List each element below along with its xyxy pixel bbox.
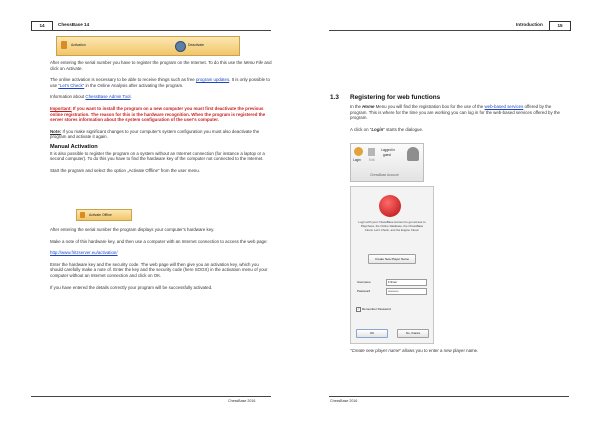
remember-password-checkbox[interactable]: ✓ [357,307,360,311]
avatar-icon [407,147,419,161]
activate-text: Activate [65,65,82,71]
manual-para-1: It is also possible to register the program on a system without an Internet connection (for instance a laptop or a second computer). To do this you have to find the hardware key of the computer not connected to the Internet. [50,150,265,162]
guest-label: guest [383,153,391,157]
header-rule-right [329,30,569,31]
login-dialog [350,186,434,344]
important-text: If you want to install the program on a new computer you must first deactivate the previous online registration. The reason for this is the hardware recognition. When the program is registered the server stores information about the system configuration of the user's computer. [50,105,266,123]
login-text: Login [371,126,384,132]
home-menu-text: Home [362,104,375,109]
text: In the [350,104,363,109]
para-important [50,106,272,123]
right-body [350,104,570,132]
important-label: Important: [50,105,72,111]
text: " [350,348,352,353]
activate-offline-panel [76,209,132,221]
section-number: 1.3 [330,94,339,101]
username-label: Username [357,280,371,284]
activation-icon [61,41,67,49]
text: . It is only possible to use [50,77,270,88]
password-input[interactable]: •••••••••• [386,288,427,295]
chessbase-logo-icon [379,195,401,217]
dialog-text: Login with your ChessBase Account to get access to Playchess, the Online Database, the ChessBase Cloud, Let's Check, and the Engine Cloud. [358,220,426,232]
lets-check-link[interactable]: "Let's Check" [58,82,85,88]
text: Information about [50,94,86,100]
chessbase-account-panel [350,143,424,182]
footer-rule-right [329,396,569,397]
edit-icon [368,148,375,156]
left-body-2 [50,227,272,290]
key-icon [354,147,363,156]
footer-right: ChessBase 2016 [330,399,358,403]
dialog-caption [350,348,570,354]
text: . [130,94,132,100]
create-new-player-button[interactable]: Create New Player Name [368,254,416,264]
para-online-activation [50,77,272,88]
section-title: Registering for web functions [350,94,441,101]
account-caption: ChessBase Account [370,173,399,177]
text: in the Online Analysis after activating the program. [84,82,184,88]
edit-button[interactable]: Edit [369,158,375,162]
text: and click on [50,60,272,71]
note-text: If you make significant changes to your computer's system configuration you must also deactivate the program and activate it again. [50,128,260,140]
manual-para-5: Enter the hardware key and the security code. The web page will then give you an activation key, which you should carefully make a note of. Enter the key and the security code (here SOGX) in the activation menu of your computer without an Internet connection and click on OK. [50,261,268,278]
text: " allows you to enter a new player name. [399,348,479,353]
text: After entering the serial number you have to register the program on the Internet. To do this use the [50,60,244,65]
no-thanks-button[interactable]: No, thanks [397,329,429,338]
header-rule-left [31,30,271,31]
page-number-left: 14 [31,21,53,31]
program-updates-link[interactable]: program updates [195,77,230,83]
ok-button[interactable]: OK [356,329,388,338]
page-number-right: 15 [549,21,571,31]
manual-para-6: If you have entered the details correctly your program will be successfully activated. [50,284,213,290]
login-button[interactable]: Login [353,158,361,162]
manual-activation-heading: Manual Activation [50,143,98,150]
para-login [350,127,570,133]
create-player-italic: Create new player name [351,348,400,353]
deactivate-button[interactable]: Deactivate [188,43,205,47]
note-label: Note: [50,128,62,134]
header-title-left: ChessBase 14 [58,22,90,27]
menu-file-text: Menu File [243,60,263,65]
para-home-menu [350,104,570,121]
para-info [50,94,272,100]
activation-url-link[interactable]: http://www.fritzserver.eu/activation/ [50,250,118,256]
text: " starts the dialogue. [383,126,424,132]
offline-icon [80,212,85,218]
text: Menu you will find the registration box for the use of the [374,104,485,109]
manual-para-3: After entering the serial number the program displays your computer's hardware key. [50,227,215,232]
footer-rule-left [31,396,271,397]
activate-offline-button[interactable]: Activate Offline [89,213,112,217]
left-body [50,60,272,173]
para-note [50,129,272,140]
logged-in-label: Logged in [381,148,396,152]
text: offered by the program. This is where for the time you are working you can log in for the web-based services offered by the program. [350,104,560,121]
text: The online activation is necessary to be able to receive things such as free [50,77,196,83]
activation-button[interactable]: Activation [71,43,86,47]
manual-para-4: Make a note of this hardware key, and then use a computer with an Internet connection to access the web page: [50,238,268,244]
manual-para-2: Start the program and select the option „Activate Offline“ from the user menu. [50,167,201,173]
text: A click on " [350,126,372,132]
header-title-right: Introduction [516,22,543,27]
admin-tool-link[interactable]: ChessBase Admin Tool [85,94,131,100]
url-paragraph [50,250,272,256]
activation-toolbar [56,36,240,56]
username-input[interactable]: Fritzen [386,279,427,286]
web-based-services-link[interactable]: web-based services [484,104,524,109]
footer-left: ChessBase 2016 [228,399,256,403]
password-label: Password [357,289,371,293]
para-activation: After entering the serial number you have to register the program on the Internet. To do this use the Menu File and click on Activate. [50,60,272,71]
remember-password-label: Remember Password [362,307,391,311]
